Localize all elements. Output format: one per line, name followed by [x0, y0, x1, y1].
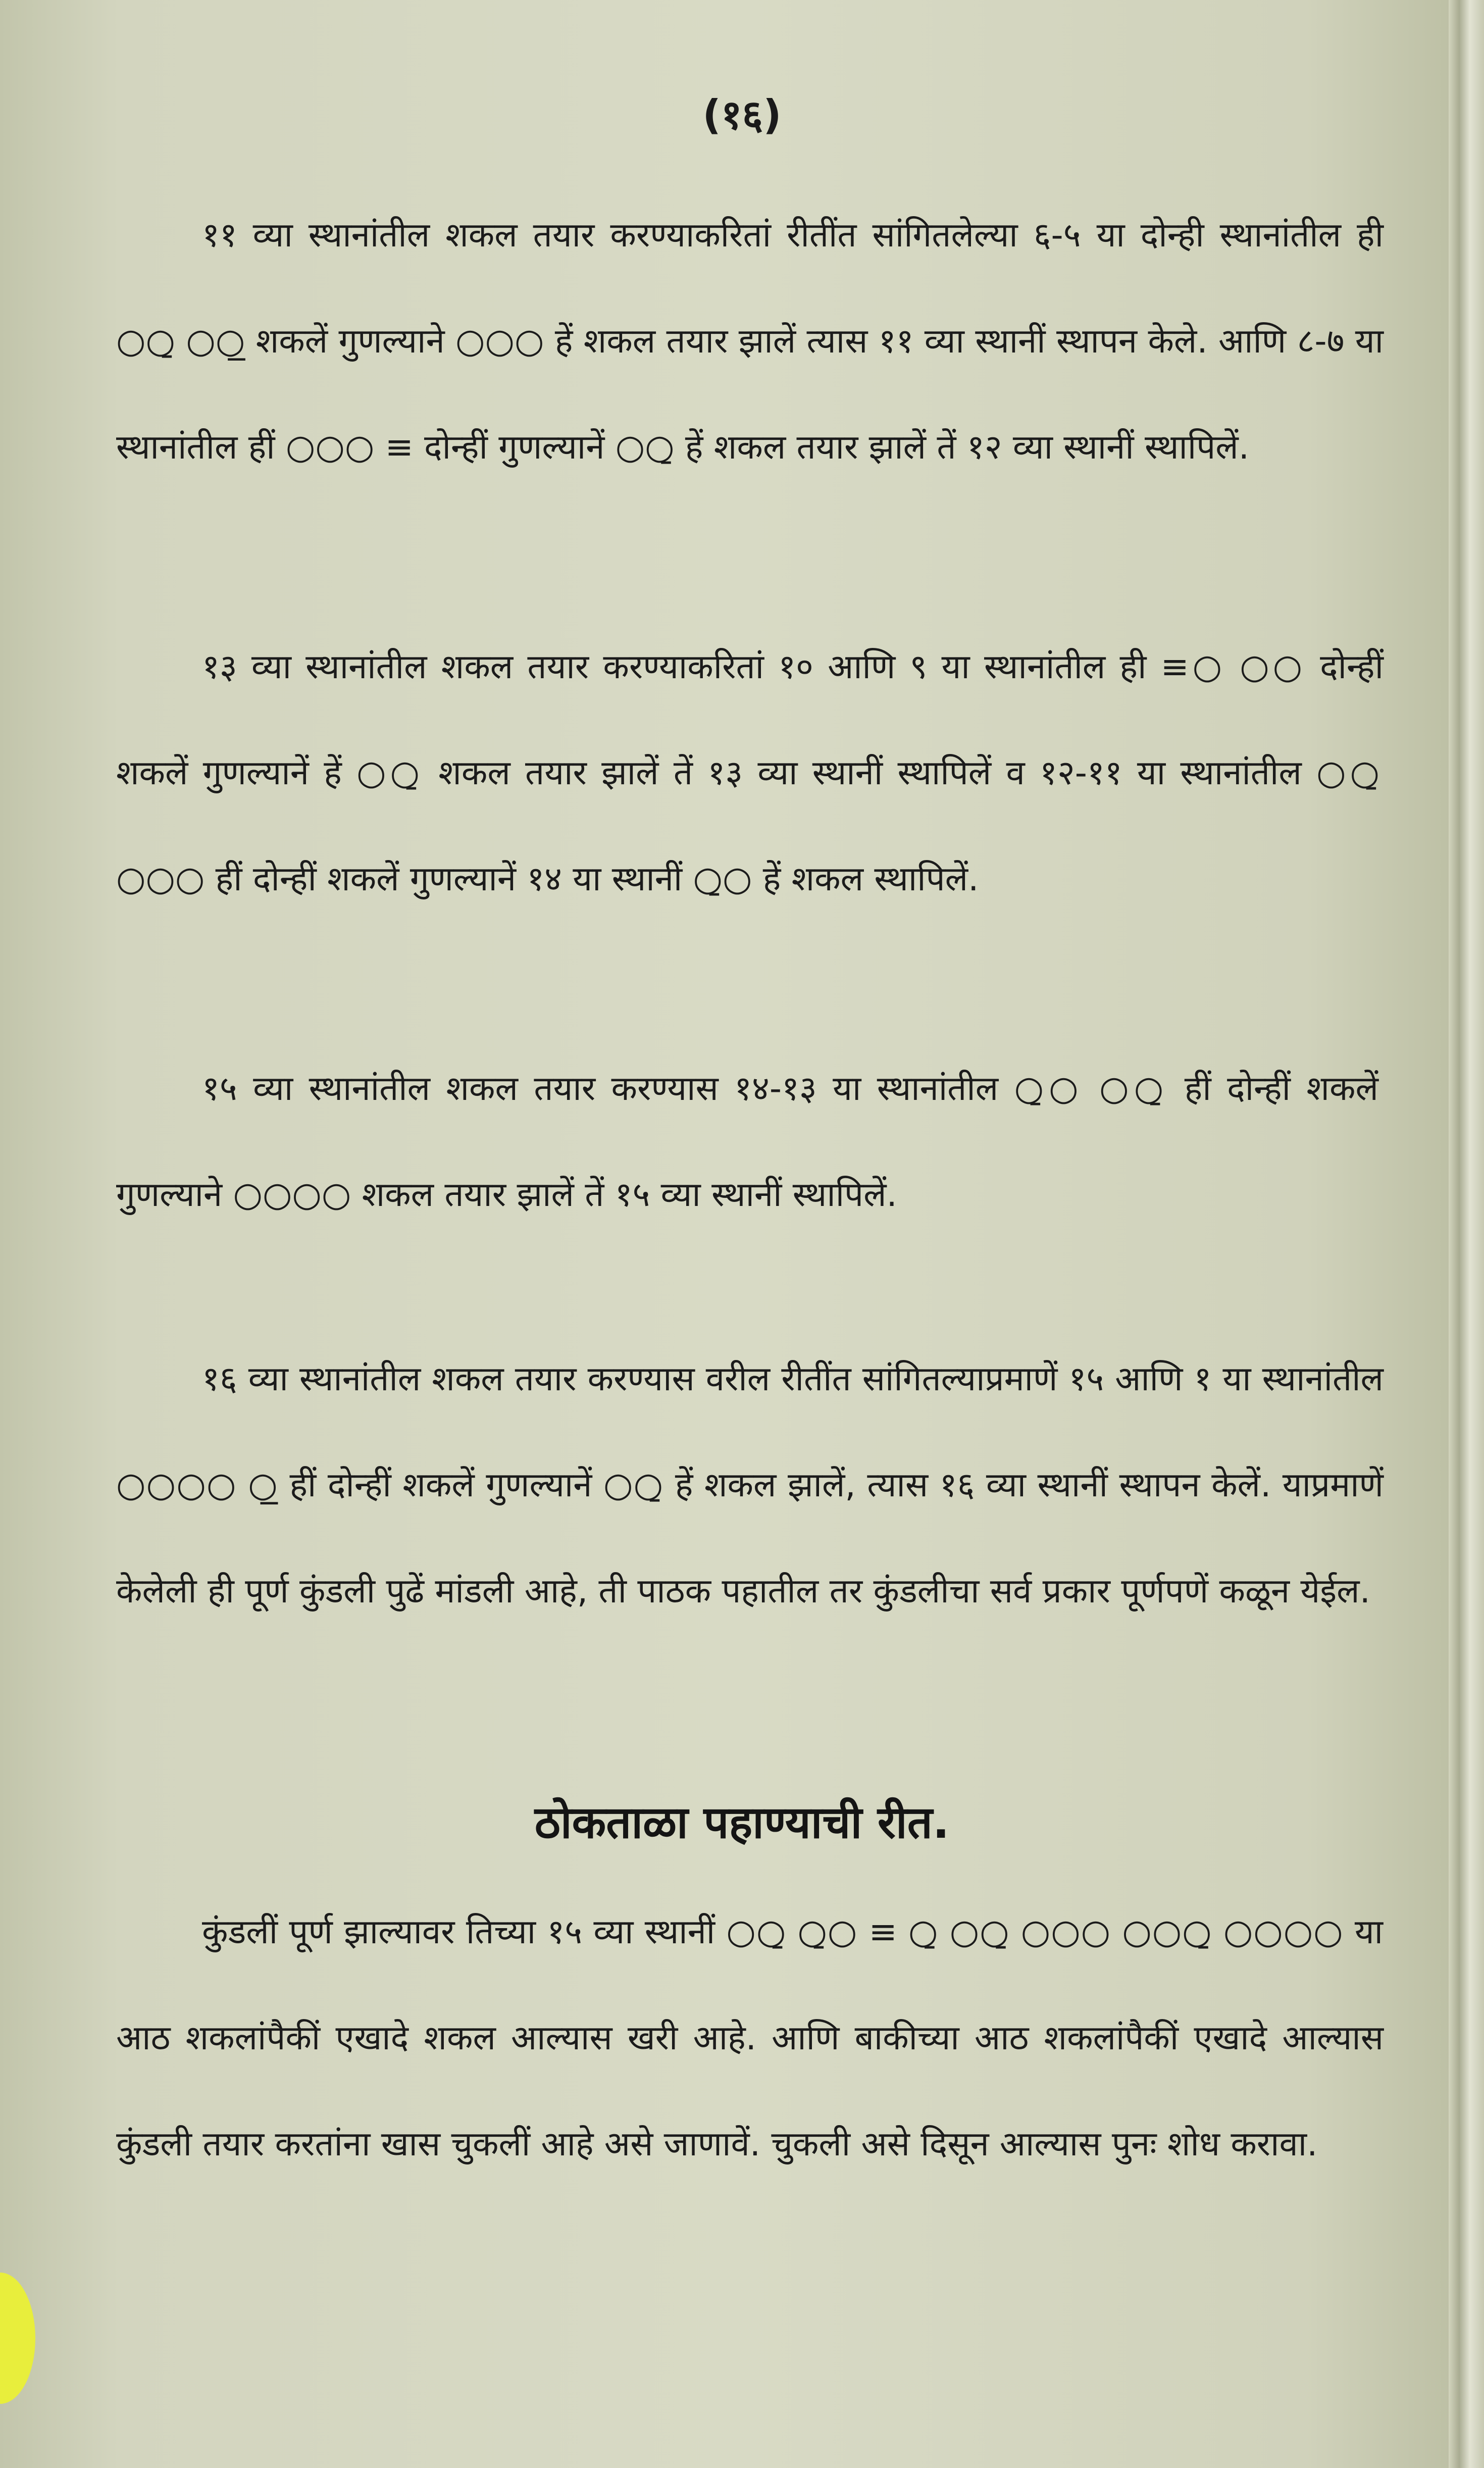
- paragraph-2: १३ व्या स्थानांतील शकल तयार करण्याकरितां १० आणि ९ या स्थानांतील ही ≡○ ○○ दोन्हीं शकलें गुणल्यानें हें ○○̱ शकल तयार झालें तें १३ व्या स्थानीं स्थापिलें व १२-११ या स्थानांतील ○○̱ ○○○ हीं दोन्हीं शकलें गुणल्यानें १४ या स्थानीं ○̱○ हें शकल स्थापिलें.: [116, 647, 1384, 898]
- paragraph-4: १६ व्या स्थानांतील शकल तयार करण्यास वरील रीतींत सांगितल्याप्रमाणें १५ आणि १ या स्थानांतील ○○○○ ○̲̲ हीं दोन्हीं शकलें गुणल्यानें ○○̱ हें शकल झालें, त्यास १६ व्या स्थानीं स्थापन केलें. याप्रमाणें केलेली ही पूर्ण कुंडली पुढें मांडली आहे, ती पाठक पहातील तर कुंडलीचा सर्व प्रकार पूर्णपणें कळून येईल.: [116, 1359, 1384, 1610]
- section-heading: ठोकताळा पहाण्याची रीत.: [534, 1796, 950, 1848]
- paragraph-3: १५ व्या स्थानांतील शकल तयार करण्यास १४-१३ या स्थानांतील ○̱○ ○○̱ हीं दोन्हीं शकलें गुणल्याने ○○○○ शकल तयार झालें तें १५ व्या स्थानीं स्थापिलें.: [116, 1069, 1378, 1214]
- paragraph-1: ११ व्या स्थानांतील शकल तयार करण्याकरितां रीतींत सांगितलेल्या ६-५ या दोन्ही स्थानांतील ही ○○̱ ○○̲ शकलें गुणल्याने ○○○ हें शकल तयार झालें त्यास ११ व्या स्थानीं स्थापन केले. आणि ८-७ या स्थानांतील हीं ○○○ ≡ दोन्हीं गुणल्यानें ○○̱ हें शकल तयार झालें तें १२ व्या स्थानीं स्थापिलें.: [116, 215, 1384, 467]
- page-edge: [1449, 0, 1484, 2468]
- page-number: (१६): [702, 91, 782, 138]
- yellow-sticker: [0, 2273, 35, 2404]
- paragraph-5: कुंडलीं पूर्ण झाल्यावर तिच्या १५ व्या स्थानीं ○○̱ ○̱○ ≡ ○̱ ○○̱ ○○○ ○○○̱ ○○○○ या आठ शकलांपैकीं एखादे शकल आल्यास खरी आहे. आणि बाकीच्या आठ शकलांपैकीं एखादे आल्यास कुंडली तयार करतांना खास चुकलीं आहे असे जाणावें. चुकली असे दिसून आल्यास पुनः शोध करावा.: [116, 1912, 1384, 2163]
